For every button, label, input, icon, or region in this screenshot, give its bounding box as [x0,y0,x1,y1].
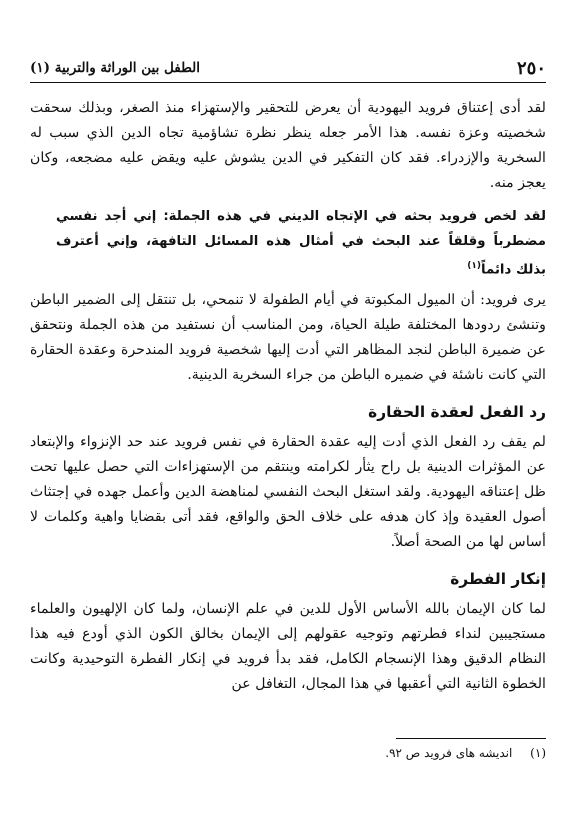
footnote-divider [396,738,546,739]
footnote-marker: (١) [530,746,546,760]
freud-quote [30,204,546,282]
paragraph-3: لم يقف رد الفعل الذي أدت إليه عقدة الحقارة في نفس فرويد عند حد الإنزواء والإبتعاد عن المؤثرات الدينية بل راح يثأر لكرامته وينتقم من الإستهزاءات التي حصل عليها تحت ظل إعتناقه اليهودية. ولقد استغل البحث النفسي لمناهضة الدين وأعمل جهده في إجتثاث أصول العقيدة وإذ كان هدفه على خلاف الحق والواقع، فقد أتى بقضايا واهية وكلمات لا أساس لها من الصحة أصلاً. [30,434,546,551]
page-header [30,56,546,83]
footnote [30,746,546,760]
section-heading-denial: إنكار الفطرة [450,570,546,589]
footnote-ref: (١) [467,261,482,271]
quote-text: لقد لخص فرويد بحثه في الإتجاه الديني في هذه الجملة: إني أجد نفسي مضطرباً وقلقاً عند البحث في أمثال هذه المسائل التافهة، وإني أعترف بذلك دائماً [56,209,546,278]
paragraph-2: يرى فرويد: أن الميول المكبوتة في أيام الطفولة لا تنمحي، بل تنتقل إلى الضمير الباطن وتنشئ ردودها المختلفة طيلة الحياة، ومن المناسب أن نستفيد من هذه الجملة ونتحقق عن ضميرة الباطن لنجد المظاهر التي أدت إليها شخصية فرويد المندحرة وعقدة الحقارة التي كانت ناشئة في ضميره الباطن من جراء السخرية الدينية. [30,292,546,384]
footnote-text: انديشه هاى فرويد ص ٩٢. [385,746,513,760]
section-heading-reaction: رد الفعل لعقدة الحقارة [368,403,546,422]
paragraph-1: لقد أدى إعتناق فرويد اليهودية أن يعرض للتحقير والإستهزاء منذ الصغر، وبذلك سحقت شخصيته وعزة نفسه. هذا الأمر جعله ينظر نظرة تشاؤمية تجاه الدين الذي سبب له السخرية والإزدراء. فقد كان التفكير في الدين يشوش عليه ويقض عليه مضجعه، وكان يعجز منه. [30,100,546,191]
page-body [30,96,546,697]
page-number: ٢٥٠ [516,57,546,79]
running-title: الطفل بين الوراثة والتربية (١) [30,60,201,76]
paragraph-4: لما كان الإيمان بالله الأساس الأول للدين في علم الإنسان، ولما كان الإلهيون والعلماء مستجيبين لنداء فطرتهم وتوجيه عقولهم إلى الإيمان بخالق الكون الذي أودع فيه هذا النظام الدقيق وهذا الإنسجام الكامل، فقد بدأ فرويد في إنكار الفطرة التوحيدية وكانت الخطوة الثانية التي أعقبها في هذا المجال، التغافل عن [30,601,546,693]
